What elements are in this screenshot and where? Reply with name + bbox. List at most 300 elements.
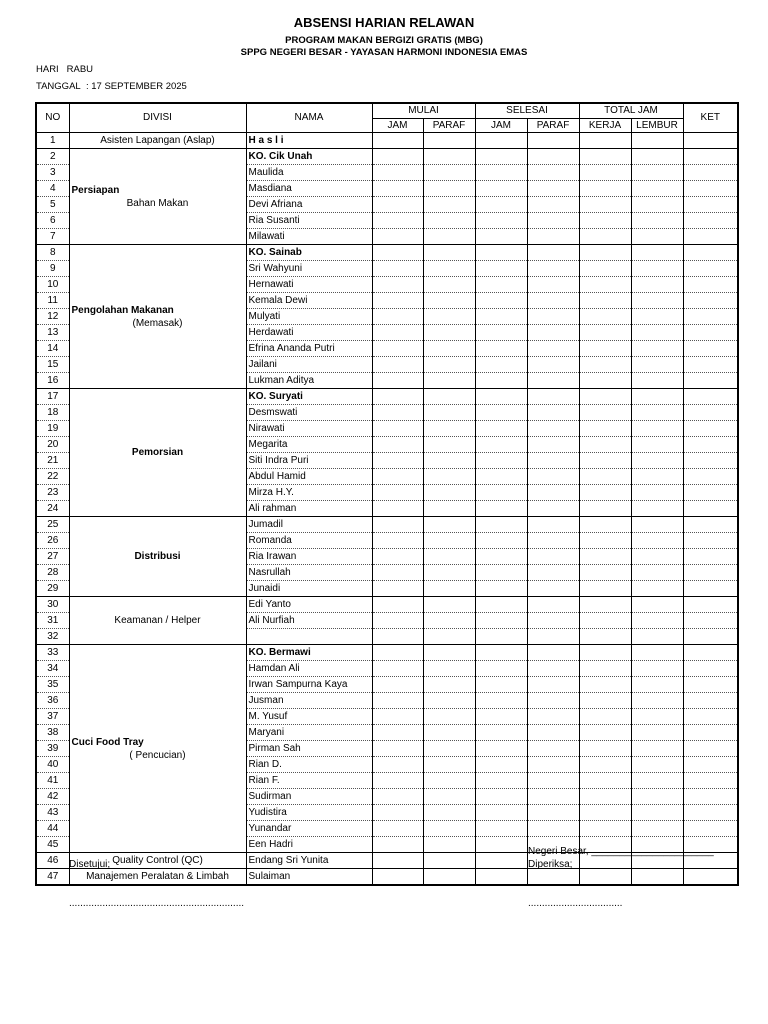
selesai-jam-cell[interactable] <box>475 453 527 469</box>
mulai-jam-cell[interactable] <box>372 661 423 677</box>
mulai-paraf-cell[interactable] <box>423 469 475 485</box>
mulai-paraf-cell[interactable] <box>423 213 475 229</box>
mulai-paraf-cell[interactable] <box>423 757 475 773</box>
mulai-paraf-cell[interactable] <box>423 149 475 165</box>
selesai-paraf-cell[interactable] <box>527 309 579 325</box>
mulai-jam-cell[interactable] <box>372 437 423 453</box>
lembur-cell[interactable] <box>631 821 683 837</box>
mulai-paraf-cell[interactable] <box>423 597 475 613</box>
mulai-jam-cell[interactable] <box>372 149 423 165</box>
ket-cell[interactable] <box>683 725 738 741</box>
mulai-jam-cell[interactable] <box>372 389 423 405</box>
selesai-paraf-cell[interactable] <box>527 773 579 789</box>
lembur-cell[interactable] <box>631 517 683 533</box>
selesai-jam-cell[interactable] <box>475 501 527 517</box>
mulai-paraf-cell[interactable] <box>423 789 475 805</box>
kerja-cell[interactable] <box>579 357 631 373</box>
lembur-cell[interactable] <box>631 421 683 437</box>
selesai-jam-cell[interactable] <box>475 661 527 677</box>
kerja-cell[interactable] <box>579 325 631 341</box>
selesai-paraf-cell[interactable] <box>527 229 579 245</box>
selesai-paraf-cell[interactable] <box>527 677 579 693</box>
selesai-jam-cell[interactable] <box>475 469 527 485</box>
lembur-cell[interactable] <box>631 549 683 565</box>
kerja-cell[interactable] <box>579 581 631 597</box>
ket-cell[interactable] <box>683 821 738 837</box>
selesai-paraf-cell[interactable] <box>527 213 579 229</box>
ket-cell[interactable] <box>683 213 738 229</box>
mulai-jam-cell[interactable] <box>372 181 423 197</box>
mulai-jam-cell[interactable] <box>372 165 423 181</box>
kerja-cell[interactable] <box>579 165 631 181</box>
mulai-paraf-cell[interactable] <box>423 341 475 357</box>
selesai-jam-cell[interactable] <box>475 181 527 197</box>
mulai-paraf-cell[interactable] <box>423 645 475 661</box>
mulai-jam-cell[interactable] <box>372 725 423 741</box>
selesai-jam-cell[interactable] <box>475 341 527 357</box>
lembur-cell[interactable] <box>631 741 683 757</box>
mulai-paraf-cell[interactable] <box>423 197 475 213</box>
kerja-cell[interactable] <box>579 437 631 453</box>
selesai-jam-cell[interactable] <box>475 805 527 821</box>
selesai-jam-cell[interactable] <box>475 725 527 741</box>
mulai-paraf-cell[interactable] <box>423 485 475 501</box>
kerja-cell[interactable] <box>579 149 631 165</box>
mulai-paraf-cell[interactable] <box>423 357 475 373</box>
mulai-paraf-cell[interactable] <box>423 165 475 181</box>
mulai-jam-cell[interactable] <box>372 373 423 389</box>
selesai-jam-cell[interactable] <box>475 533 527 549</box>
lembur-cell[interactable] <box>631 613 683 629</box>
selesai-paraf-cell[interactable] <box>527 197 579 213</box>
ket-cell[interactable] <box>683 549 738 565</box>
ket-cell[interactable] <box>683 293 738 309</box>
mulai-jam-cell[interactable] <box>372 133 423 149</box>
selesai-jam-cell[interactable] <box>475 165 527 181</box>
ket-cell[interactable] <box>683 325 738 341</box>
kerja-cell[interactable] <box>579 869 631 886</box>
mulai-jam-cell[interactable] <box>372 405 423 421</box>
selesai-jam-cell[interactable] <box>475 837 527 853</box>
mulai-paraf-cell[interactable] <box>423 453 475 469</box>
selesai-paraf-cell[interactable] <box>527 341 579 357</box>
kerja-cell[interactable] <box>579 405 631 421</box>
ket-cell[interactable] <box>683 229 738 245</box>
kerja-cell[interactable] <box>579 789 631 805</box>
ket-cell[interactable] <box>683 613 738 629</box>
ket-cell[interactable] <box>683 485 738 501</box>
selesai-jam-cell[interactable] <box>475 357 527 373</box>
lembur-cell[interactable] <box>631 629 683 645</box>
lembur-cell[interactable] <box>631 645 683 661</box>
kerja-cell[interactable] <box>579 517 631 533</box>
ket-cell[interactable] <box>683 421 738 437</box>
selesai-paraf-cell[interactable] <box>527 629 579 645</box>
selesai-jam-cell[interactable] <box>475 741 527 757</box>
kerja-cell[interactable] <box>579 421 631 437</box>
kerja-cell[interactable] <box>579 453 631 469</box>
lembur-cell[interactable] <box>631 773 683 789</box>
selesai-jam-cell[interactable] <box>475 549 527 565</box>
ket-cell[interactable] <box>683 197 738 213</box>
selesai-paraf-cell[interactable] <box>527 725 579 741</box>
ket-cell[interactable] <box>683 309 738 325</box>
lembur-cell[interactable] <box>631 341 683 357</box>
mulai-paraf-cell[interactable] <box>423 517 475 533</box>
mulai-jam-cell[interactable] <box>372 325 423 341</box>
kerja-cell[interactable] <box>579 501 631 517</box>
mulai-jam-cell[interactable] <box>372 245 423 261</box>
ket-cell[interactable] <box>683 517 738 533</box>
selesai-jam-cell[interactable] <box>475 309 527 325</box>
lembur-cell[interactable] <box>631 597 683 613</box>
mulai-paraf-cell[interactable] <box>423 613 475 629</box>
ket-cell[interactable] <box>683 645 738 661</box>
selesai-jam-cell[interactable] <box>475 677 527 693</box>
selesai-paraf-cell[interactable] <box>527 325 579 341</box>
lembur-cell[interactable] <box>631 357 683 373</box>
lembur-cell[interactable] <box>631 261 683 277</box>
ket-cell[interactable] <box>683 277 738 293</box>
selesai-paraf-cell[interactable] <box>527 805 579 821</box>
selesai-jam-cell[interactable] <box>475 757 527 773</box>
selesai-paraf-cell[interactable] <box>527 453 579 469</box>
selesai-jam-cell[interactable] <box>475 245 527 261</box>
ket-cell[interactable] <box>683 693 738 709</box>
mulai-paraf-cell[interactable] <box>423 437 475 453</box>
lembur-cell[interactable] <box>631 293 683 309</box>
mulai-paraf-cell[interactable] <box>423 293 475 309</box>
selesai-jam-cell[interactable] <box>475 613 527 629</box>
selesai-paraf-cell[interactable] <box>527 517 579 533</box>
ket-cell[interactable] <box>683 661 738 677</box>
kerja-cell[interactable] <box>579 181 631 197</box>
mulai-paraf-cell[interactable] <box>423 245 475 261</box>
mulai-jam-cell[interactable] <box>372 453 423 469</box>
selesai-paraf-cell[interactable] <box>527 469 579 485</box>
mulai-jam-cell[interactable] <box>372 277 423 293</box>
selesai-paraf-cell[interactable] <box>527 709 579 725</box>
selesai-jam-cell[interactable] <box>475 293 527 309</box>
mulai-jam-cell[interactable] <box>372 197 423 213</box>
mulai-jam-cell[interactable] <box>372 357 423 373</box>
selesai-paraf-cell[interactable] <box>527 165 579 181</box>
kerja-cell[interactable] <box>579 773 631 789</box>
ket-cell[interactable] <box>683 581 738 597</box>
mulai-paraf-cell[interactable] <box>423 565 475 581</box>
lembur-cell[interactable] <box>631 181 683 197</box>
kerja-cell[interactable] <box>579 741 631 757</box>
lembur-cell[interactable] <box>631 309 683 325</box>
ket-cell[interactable] <box>683 341 738 357</box>
selesai-jam-cell[interactable] <box>475 693 527 709</box>
mulai-paraf-cell[interactable] <box>423 661 475 677</box>
ket-cell[interactable] <box>683 869 738 886</box>
lembur-cell[interactable] <box>631 661 683 677</box>
lembur-cell[interactable] <box>631 213 683 229</box>
ket-cell[interactable] <box>683 677 738 693</box>
selesai-jam-cell[interactable] <box>475 149 527 165</box>
mulai-paraf-cell[interactable] <box>423 181 475 197</box>
mulai-paraf-cell[interactable] <box>423 869 475 886</box>
selesai-paraf-cell[interactable] <box>527 533 579 549</box>
selesai-paraf-cell[interactable] <box>527 357 579 373</box>
mulai-jam-cell[interactable] <box>372 581 423 597</box>
mulai-jam-cell[interactable] <box>372 837 423 853</box>
mulai-paraf-cell[interactable] <box>423 533 475 549</box>
lembur-cell[interactable] <box>631 725 683 741</box>
mulai-jam-cell[interactable] <box>372 293 423 309</box>
kerja-cell[interactable] <box>579 293 631 309</box>
lembur-cell[interactable] <box>631 149 683 165</box>
selesai-paraf-cell[interactable] <box>527 757 579 773</box>
selesai-jam-cell[interactable] <box>475 597 527 613</box>
mulai-jam-cell[interactable] <box>372 789 423 805</box>
lembur-cell[interactable] <box>631 325 683 341</box>
ket-cell[interactable] <box>683 533 738 549</box>
mulai-paraf-cell[interactable] <box>423 549 475 565</box>
selesai-jam-cell[interactable] <box>475 277 527 293</box>
mulai-paraf-cell[interactable] <box>423 309 475 325</box>
kerja-cell[interactable] <box>579 709 631 725</box>
mulai-jam-cell[interactable] <box>372 565 423 581</box>
kerja-cell[interactable] <box>579 597 631 613</box>
mulai-jam-cell[interactable] <box>372 341 423 357</box>
selesai-paraf-cell[interactable] <box>527 405 579 421</box>
mulai-paraf-cell[interactable] <box>423 261 475 277</box>
selesai-jam-cell[interactable] <box>475 789 527 805</box>
selesai-jam-cell[interactable] <box>475 709 527 725</box>
ket-cell[interactable] <box>683 773 738 789</box>
kerja-cell[interactable] <box>579 485 631 501</box>
kerja-cell[interactable] <box>579 213 631 229</box>
mulai-paraf-cell[interactable] <box>423 693 475 709</box>
kerja-cell[interactable] <box>579 629 631 645</box>
mulai-paraf-cell[interactable] <box>423 629 475 645</box>
selesai-paraf-cell[interactable] <box>527 261 579 277</box>
mulai-jam-cell[interactable] <box>372 645 423 661</box>
ket-cell[interactable] <box>683 389 738 405</box>
mulai-paraf-cell[interactable] <box>423 725 475 741</box>
mulai-paraf-cell[interactable] <box>423 389 475 405</box>
mulai-jam-cell[interactable] <box>372 709 423 725</box>
selesai-paraf-cell[interactable] <box>527 741 579 757</box>
mulai-paraf-cell[interactable] <box>423 709 475 725</box>
mulai-paraf-cell[interactable] <box>423 581 475 597</box>
selesai-paraf-cell[interactable] <box>527 133 579 149</box>
selesai-paraf-cell[interactable] <box>527 661 579 677</box>
lembur-cell[interactable] <box>631 389 683 405</box>
lembur-cell[interactable] <box>631 693 683 709</box>
mulai-paraf-cell[interactable] <box>423 677 475 693</box>
selesai-paraf-cell[interactable] <box>527 485 579 501</box>
kerja-cell[interactable] <box>579 229 631 245</box>
kerja-cell[interactable] <box>579 549 631 565</box>
selesai-jam-cell[interactable] <box>475 853 527 869</box>
kerja-cell[interactable] <box>579 821 631 837</box>
kerja-cell[interactable] <box>579 245 631 261</box>
selesai-paraf-cell[interactable] <box>527 149 579 165</box>
mulai-jam-cell[interactable] <box>372 693 423 709</box>
mulai-paraf-cell[interactable] <box>423 421 475 437</box>
selesai-jam-cell[interactable] <box>475 485 527 501</box>
ket-cell[interactable] <box>683 149 738 165</box>
ket-cell[interactable] <box>683 373 738 389</box>
mulai-jam-cell[interactable] <box>372 741 423 757</box>
ket-cell[interactable] <box>683 245 738 261</box>
selesai-paraf-cell[interactable] <box>527 181 579 197</box>
lembur-cell[interactable] <box>631 245 683 261</box>
lembur-cell[interactable] <box>631 677 683 693</box>
lembur-cell[interactable] <box>631 197 683 213</box>
ket-cell[interactable] <box>683 405 738 421</box>
kerja-cell[interactable] <box>579 341 631 357</box>
selesai-jam-cell[interactable] <box>475 261 527 277</box>
mulai-jam-cell[interactable] <box>372 773 423 789</box>
ket-cell[interactable] <box>683 565 738 581</box>
kerja-cell[interactable] <box>579 389 631 405</box>
kerja-cell[interactable] <box>579 757 631 773</box>
ket-cell[interactable] <box>683 805 738 821</box>
selesai-paraf-cell[interactable] <box>527 245 579 261</box>
mulai-jam-cell[interactable] <box>372 805 423 821</box>
lembur-cell[interactable] <box>631 405 683 421</box>
kerja-cell[interactable] <box>579 133 631 149</box>
lembur-cell[interactable] <box>631 501 683 517</box>
selesai-jam-cell[interactable] <box>475 389 527 405</box>
mulai-jam-cell[interactable] <box>372 869 423 886</box>
kerja-cell[interactable] <box>579 309 631 325</box>
lembur-cell[interactable] <box>631 581 683 597</box>
kerja-cell[interactable] <box>579 197 631 213</box>
kerja-cell[interactable] <box>579 261 631 277</box>
kerja-cell[interactable] <box>579 677 631 693</box>
mulai-jam-cell[interactable] <box>372 677 423 693</box>
mulai-paraf-cell[interactable] <box>423 741 475 757</box>
lembur-cell[interactable] <box>631 789 683 805</box>
kerja-cell[interactable] <box>579 661 631 677</box>
lembur-cell[interactable] <box>631 869 683 886</box>
ket-cell[interactable] <box>683 181 738 197</box>
selesai-paraf-cell[interactable] <box>527 277 579 293</box>
mulai-paraf-cell[interactable] <box>423 277 475 293</box>
kerja-cell[interactable] <box>579 805 631 821</box>
selesai-jam-cell[interactable] <box>475 325 527 341</box>
lembur-cell[interactable] <box>631 165 683 181</box>
mulai-paraf-cell[interactable] <box>423 373 475 389</box>
lembur-cell[interactable] <box>631 229 683 245</box>
lembur-cell[interactable] <box>631 373 683 389</box>
kerja-cell[interactable] <box>579 565 631 581</box>
mulai-jam-cell[interactable] <box>372 421 423 437</box>
mulai-jam-cell[interactable] <box>372 549 423 565</box>
mulai-jam-cell[interactable] <box>372 309 423 325</box>
kerja-cell[interactable] <box>579 613 631 629</box>
ket-cell[interactable] <box>683 357 738 373</box>
kerja-cell[interactable] <box>579 725 631 741</box>
kerja-cell[interactable] <box>579 693 631 709</box>
selesai-jam-cell[interactable] <box>475 229 527 245</box>
selesai-jam-cell[interactable] <box>475 565 527 581</box>
lembur-cell[interactable] <box>631 709 683 725</box>
selesai-jam-cell[interactable] <box>475 869 527 886</box>
mulai-jam-cell[interactable] <box>372 533 423 549</box>
mulai-jam-cell[interactable] <box>372 213 423 229</box>
kerja-cell[interactable] <box>579 469 631 485</box>
kerja-cell[interactable] <box>579 533 631 549</box>
kerja-cell[interactable] <box>579 373 631 389</box>
ket-cell[interactable] <box>683 133 738 149</box>
mulai-jam-cell[interactable] <box>372 485 423 501</box>
selesai-paraf-cell[interactable] <box>527 293 579 309</box>
mulai-paraf-cell[interactable] <box>423 821 475 837</box>
lembur-cell[interactable] <box>631 533 683 549</box>
selesai-paraf-cell[interactable] <box>527 693 579 709</box>
selesai-jam-cell[interactable] <box>475 421 527 437</box>
selesai-jam-cell[interactable] <box>475 213 527 229</box>
selesai-jam-cell[interactable] <box>475 773 527 789</box>
selesai-jam-cell[interactable] <box>475 517 527 533</box>
mulai-jam-cell[interactable] <box>372 229 423 245</box>
lembur-cell[interactable] <box>631 485 683 501</box>
mulai-jam-cell[interactable] <box>372 517 423 533</box>
lembur-cell[interactable] <box>631 565 683 581</box>
ket-cell[interactable] <box>683 469 738 485</box>
ket-cell[interactable] <box>683 757 738 773</box>
selesai-jam-cell[interactable] <box>475 581 527 597</box>
selesai-paraf-cell[interactable] <box>527 581 579 597</box>
lembur-cell[interactable] <box>631 133 683 149</box>
ket-cell[interactable] <box>683 501 738 517</box>
ket-cell[interactable] <box>683 453 738 469</box>
selesai-paraf-cell[interactable] <box>527 645 579 661</box>
selesai-paraf-cell[interactable] <box>527 789 579 805</box>
selesai-jam-cell[interactable] <box>475 133 527 149</box>
ket-cell[interactable] <box>683 597 738 613</box>
mulai-jam-cell[interactable] <box>372 757 423 773</box>
ket-cell[interactable] <box>683 261 738 277</box>
ket-cell[interactable] <box>683 629 738 645</box>
selesai-paraf-cell[interactable] <box>527 597 579 613</box>
ket-cell[interactable] <box>683 709 738 725</box>
ket-cell[interactable] <box>683 789 738 805</box>
selesai-paraf-cell[interactable] <box>527 501 579 517</box>
mulai-paraf-cell[interactable] <box>423 133 475 149</box>
mulai-jam-cell[interactable] <box>372 629 423 645</box>
mulai-paraf-cell[interactable] <box>423 837 475 853</box>
lembur-cell[interactable] <box>631 805 683 821</box>
kerja-cell[interactable] <box>579 277 631 293</box>
selesai-paraf-cell[interactable] <box>527 565 579 581</box>
mulai-paraf-cell[interactable] <box>423 773 475 789</box>
selesai-jam-cell[interactable] <box>475 645 527 661</box>
selesai-paraf-cell[interactable] <box>527 869 579 886</box>
selesai-paraf-cell[interactable] <box>527 373 579 389</box>
mulai-paraf-cell[interactable] <box>423 325 475 341</box>
selesai-jam-cell[interactable] <box>475 821 527 837</box>
selesai-paraf-cell[interactable] <box>527 421 579 437</box>
selesai-paraf-cell[interactable] <box>527 549 579 565</box>
lembur-cell[interactable] <box>631 437 683 453</box>
selesai-jam-cell[interactable] <box>475 405 527 421</box>
lembur-cell[interactable] <box>631 469 683 485</box>
kerja-cell[interactable] <box>579 645 631 661</box>
selesai-jam-cell[interactable] <box>475 437 527 453</box>
selesai-paraf-cell[interactable] <box>527 389 579 405</box>
mulai-jam-cell[interactable] <box>372 613 423 629</box>
ket-cell[interactable] <box>683 741 738 757</box>
selesai-paraf-cell[interactable] <box>527 437 579 453</box>
